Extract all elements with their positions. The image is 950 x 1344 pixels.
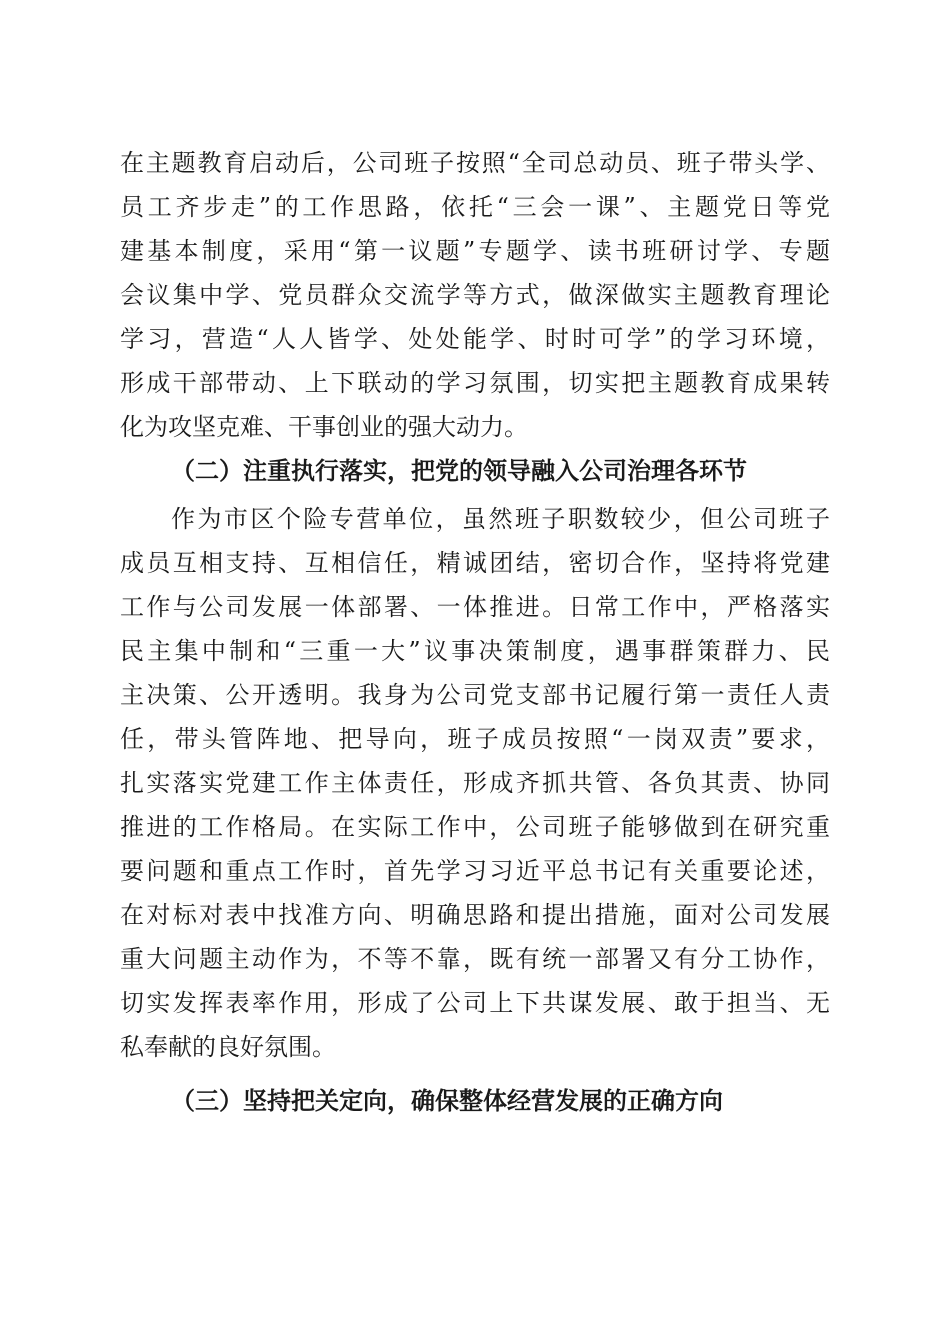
paragraph-1-line-2: 员工齐步走”的工作思路，依托“三会一课”、主题党日等党: [120, 193, 830, 221]
paragraph-1-line-6: 形成干部带动、上下联动的学习氛围，切实把主题教育成果转: [120, 369, 830, 397]
paragraph-1-line-4: 会议集中学、党员群众交流学等方式，做深做实主题教育理论: [120, 281, 830, 309]
section-heading-2: （二）注重执行落实，把党的领导融入公司治理各环节: [171, 457, 747, 485]
paragraph-2-line-13: 私奉献的良好氛围。: [120, 1033, 336, 1061]
paragraph-2-line-10: 在对标对表中找准方向、明确思路和提出措施，面对公司发展: [120, 901, 830, 929]
paragraph-2-line-3: 工作与公司发展一体部署、一体推进。日常工作中，严格落实: [120, 593, 830, 621]
paragraph-2-line-5: 主决策、公开透明。我身为公司党支部书记履行第一责任人责: [120, 681, 830, 709]
paragraph-2-line-11: 重大问题主动作为，不等不靠，既有统一部署又有分工协作，: [120, 945, 830, 973]
paragraph-2-line-1: 作为市区个险专营单位，虽然班子职数较少，但公司班子: [171, 505, 830, 533]
paragraph-2-line-9: 要问题和重点工作时，首先学习习近平总书记有关重要论述，: [120, 857, 830, 885]
paragraph-2-line-4: 民主集中制和“三重一大”议事决策制度，遇事群策群力、民: [120, 637, 830, 665]
paragraph-1-line-3: 建基本制度，采用“第一议题”专题学、读书班研讨学、专题: [120, 237, 830, 265]
paragraph-2-line-12: 切实发挥表率作用，形成了公司上下共谋发展、敢于担当、无: [120, 989, 830, 1017]
paragraph-2-line-6: 任，带头管阵地、把导向，班子成员按照“一岗双责”要求，: [120, 725, 830, 753]
section-heading-3: （三）坚持把关定向，确保整体经营发展的正确方向: [171, 1087, 723, 1115]
paragraph-2-line-8: 推进的工作格局。在实际工作中，公司班子能够做到在研究重: [120, 813, 830, 841]
paragraph-1-line-7: 化为攻坚克难、干事创业的强大动力。: [120, 413, 528, 441]
paragraph-2-line-7: 扎实落实党建工作主体责任，形成齐抓共管、各负其责、协同: [120, 769, 830, 797]
paragraph-1-line-1: 在主题教育启动后，公司班子按照“全司总动员、班子带头学、: [120, 149, 830, 177]
paragraph-2-line-2: 成员互相支持、互相信任，精诚团结，密切合作，坚持将党建: [120, 549, 830, 577]
paragraph-1-line-5: 学习，营造“人人皆学、处处能学、时时可学”的学习环境，: [120, 325, 830, 353]
